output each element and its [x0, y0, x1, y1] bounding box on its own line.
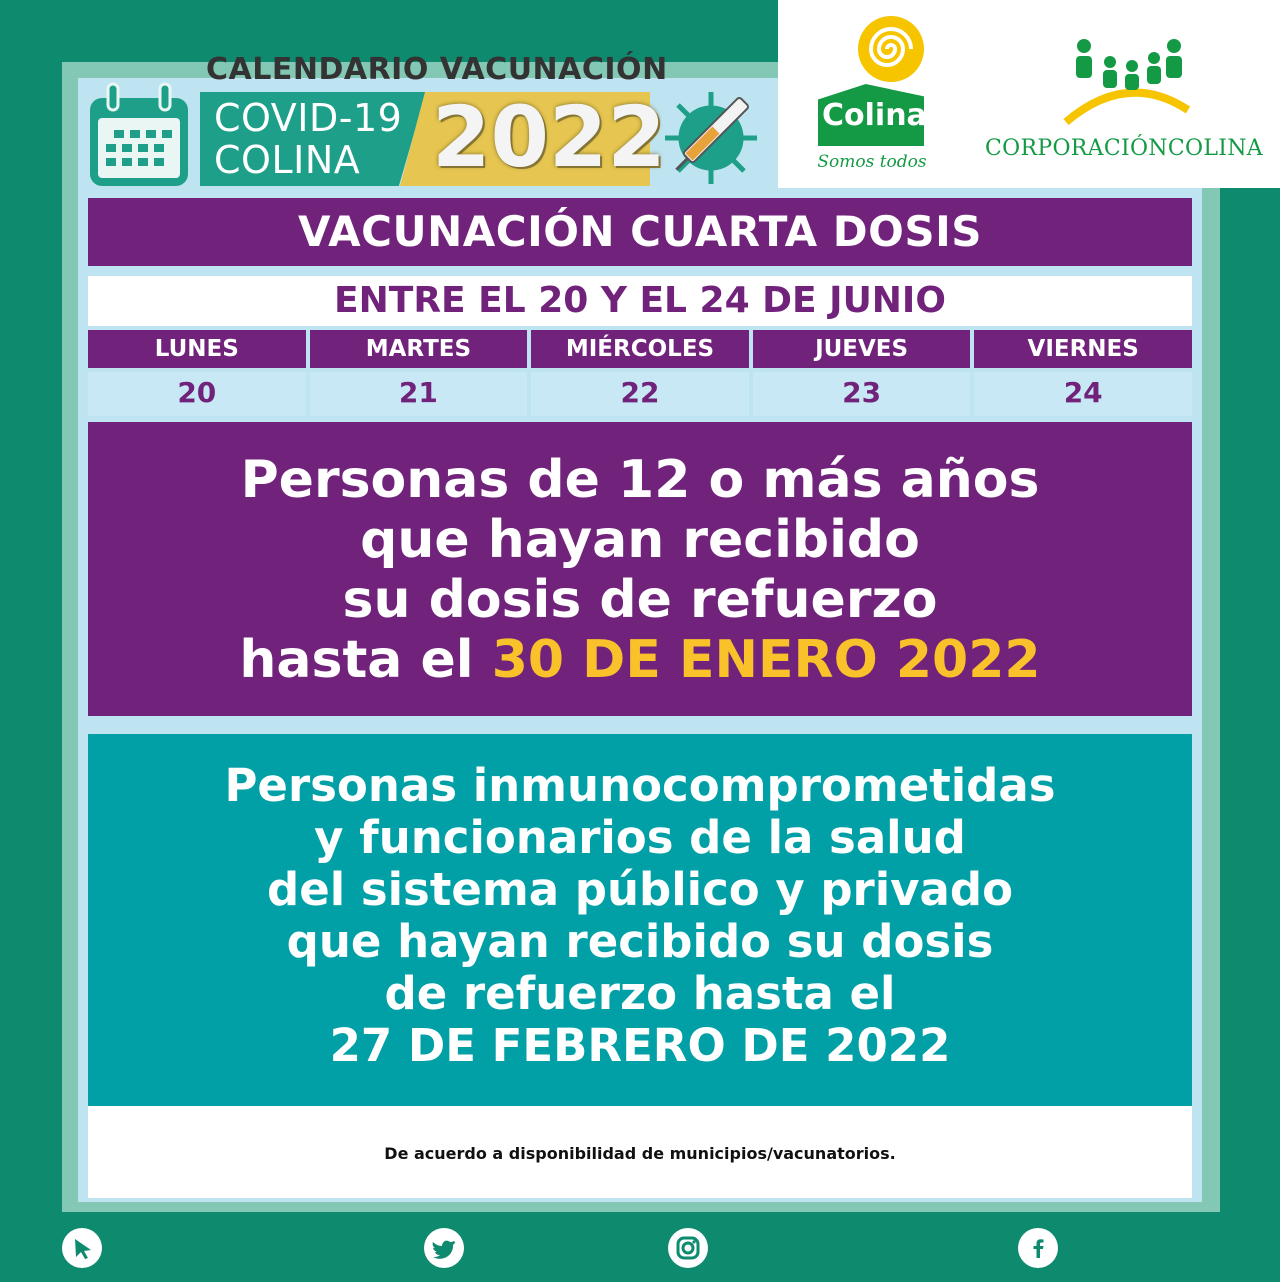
instagram-icon[interactable]	[668, 1228, 708, 1268]
twitter-icon[interactable]	[424, 1228, 464, 1268]
day-number: 24	[974, 372, 1192, 416]
day-number: 20	[88, 372, 306, 416]
covid-label: COVID-19	[214, 96, 403, 140]
days-table	[88, 330, 1192, 416]
day-name: VIERNES	[974, 330, 1192, 368]
day-number: 23	[753, 372, 971, 416]
group1-line3: su dosis de refuerzo	[342, 570, 938, 630]
day-number: 22	[531, 372, 749, 416]
group2-line4: que hayan recibido su dosis	[286, 915, 994, 968]
note-block	[88, 1106, 1192, 1198]
logo-panel	[778, 0, 1280, 188]
group1-line4	[88, 630, 1192, 690]
day-column	[974, 330, 1192, 416]
day-column	[310, 330, 528, 416]
group1-line4-prefix: hasta el	[239, 630, 492, 690]
date-range: ENTRE EL 20 Y EL 24 DE JUNIO	[88, 276, 1192, 326]
availability-note: De acuerdo a disponibilidad de municipios/vacunatorios.	[384, 1144, 896, 1163]
group2-line5: de refuerzo hasta el	[384, 967, 896, 1020]
day-number: 21	[310, 372, 528, 416]
day-name: LUNES	[88, 330, 306, 368]
virus-syringe-icon	[656, 80, 766, 190]
colina-logo-text: Colina	[822, 98, 927, 133]
cursor-icon[interactable]	[62, 1228, 102, 1268]
calendar-title: CALENDARIO VACUNACIÓN	[206, 52, 668, 87]
day-name: MARTES	[310, 330, 528, 368]
group1-block	[88, 422, 1192, 716]
day-column	[531, 330, 749, 416]
day-column	[753, 330, 971, 416]
colina-slogan: Somos todos	[817, 152, 927, 172]
day-name: MIÉRCOLES	[531, 330, 749, 368]
corporacion-logo-text: CORPORACIÓNCOLINA	[985, 136, 1263, 161]
group2-line3: del sistema público y privado	[267, 863, 1013, 916]
sun-spiral-icon	[856, 14, 926, 84]
corporacion-people-icon	[1062, 36, 1192, 126]
facebook-icon[interactable]	[1018, 1228, 1058, 1268]
colina-label: COLINA	[214, 138, 361, 182]
group2-deadline: 27 DE FEBRERO DE 2022	[329, 1019, 951, 1072]
group1-deadline: 30 DE ENERO 2022	[491, 630, 1041, 690]
group1-line1: Personas de 12 o más años	[240, 450, 1040, 510]
group1-line2: que hayan recibido	[360, 510, 920, 570]
group2-block	[88, 734, 1192, 1106]
year-label: 2022	[432, 88, 666, 186]
group2-line2: y funcionarios de la salud	[314, 811, 966, 864]
banner-title: VACUNACIÓN CUARTA DOSIS	[88, 198, 1192, 266]
day-column	[88, 330, 306, 416]
calendar-icon	[86, 80, 192, 190]
group2-line1: Personas inmunocomprometidas	[224, 759, 1056, 812]
day-name: JUEVES	[753, 330, 971, 368]
